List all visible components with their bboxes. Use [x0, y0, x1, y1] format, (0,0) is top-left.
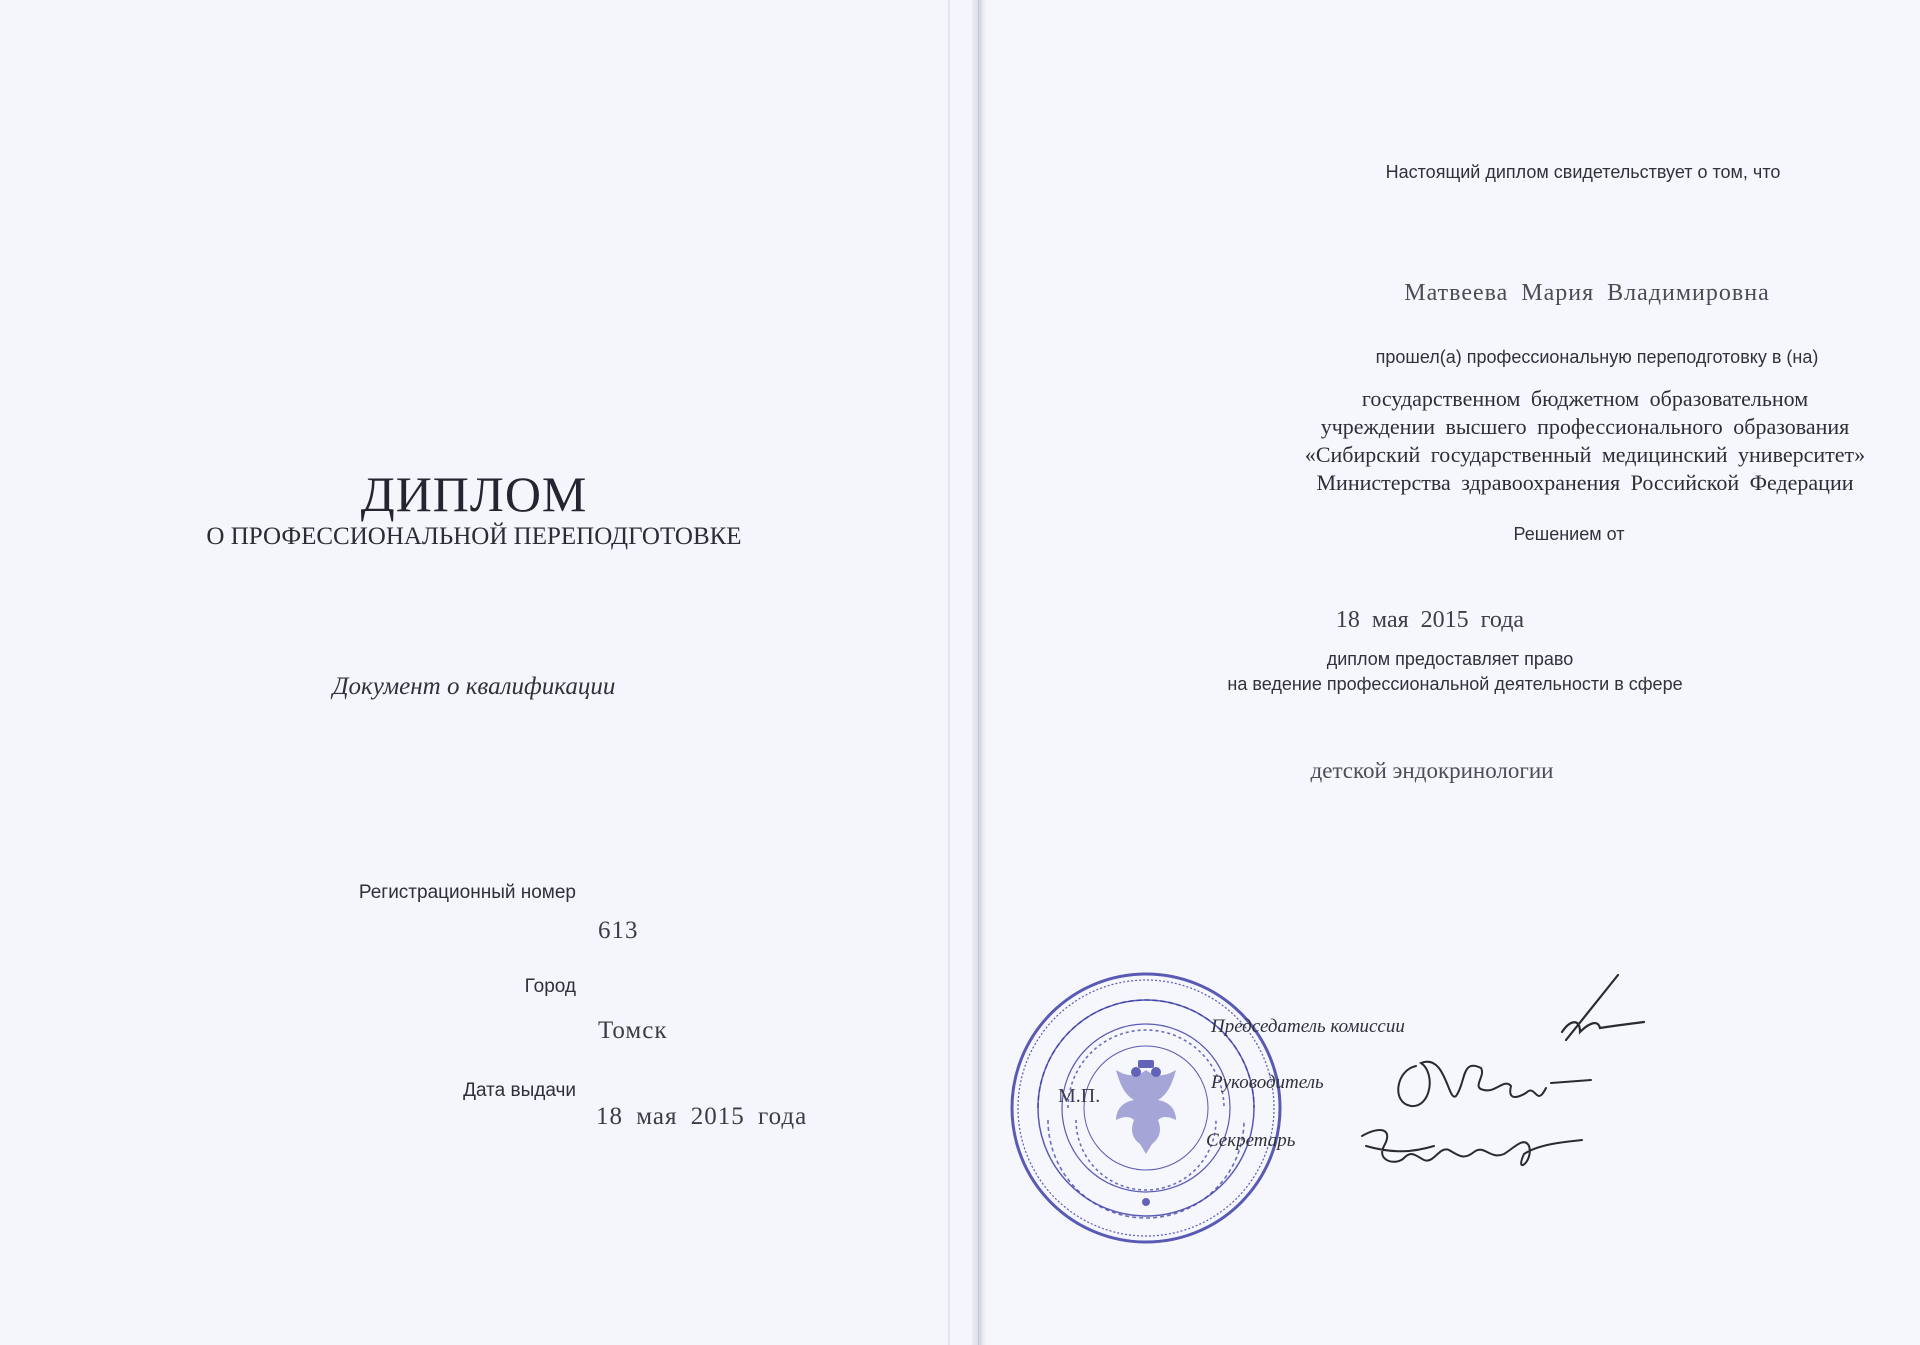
holder-name: Матвеева Мария Владимировна: [1404, 280, 1770, 306]
head-label: Руководитель: [1211, 1072, 1324, 1093]
document-type: Документ о квалификации: [332, 673, 616, 700]
city-value: Томск: [598, 1017, 668, 1044]
institution-line-2: учреждении высшего профессионального образования: [1320, 414, 1850, 439]
diploma-subtitle: О ПРОФЕССИОНАЛЬНОЙ ПЕРЕПОДГОТОВКЕ: [206, 523, 742, 550]
intro-text: Настоящий диплом свидетельствует о том, что: [1385, 162, 1781, 182]
registration-value: 613: [598, 917, 639, 944]
decision-label: Решением от: [1513, 524, 1625, 544]
institution-line-1: государственном бюджетном образовательном: [1361, 386, 1809, 411]
specialty-field: детской эндокринологии: [1310, 758, 1554, 783]
spine-line: [978, 0, 979, 1345]
spine-fold: [972, 0, 986, 1345]
institution-line-4: Министерства здравоохранения Российской Федерации: [1316, 470, 1854, 495]
chairman-signature: [1540, 970, 1650, 1050]
issue-date-value: 18 мая 2015 года: [596, 1103, 808, 1130]
passed-text: прошел(а) профессиональную переподготовку в (на): [1375, 347, 1819, 367]
secretary-signature: [1354, 1116, 1584, 1186]
university-seal: [1008, 970, 1284, 1246]
page-crease: [948, 0, 950, 1345]
decision-date: 18 мая 2015 года: [1335, 607, 1525, 633]
head-signature: [1386, 1048, 1596, 1118]
city-label: Город: [524, 976, 576, 997]
secretary-label: Секретарь: [1206, 1130, 1296, 1151]
seal-mp: М.П.: [1058, 1085, 1101, 1107]
grants-line-2: на ведение профессиональной деятельности в сфере: [1227, 674, 1683, 694]
institution-block: [1305, 385, 1865, 497]
grants-line-1: диплом предоставляет право: [1326, 649, 1574, 669]
institution-line-3: «Сибирский государственный медицинский университет»: [1304, 442, 1866, 467]
diploma-title: ДИПЛОМ: [360, 466, 588, 522]
chairman-label: Председатель комиссии: [1211, 1016, 1405, 1037]
issue-date-label: Дата выдачи: [463, 1080, 576, 1101]
registration-label: Регистрационный номер: [358, 882, 576, 903]
